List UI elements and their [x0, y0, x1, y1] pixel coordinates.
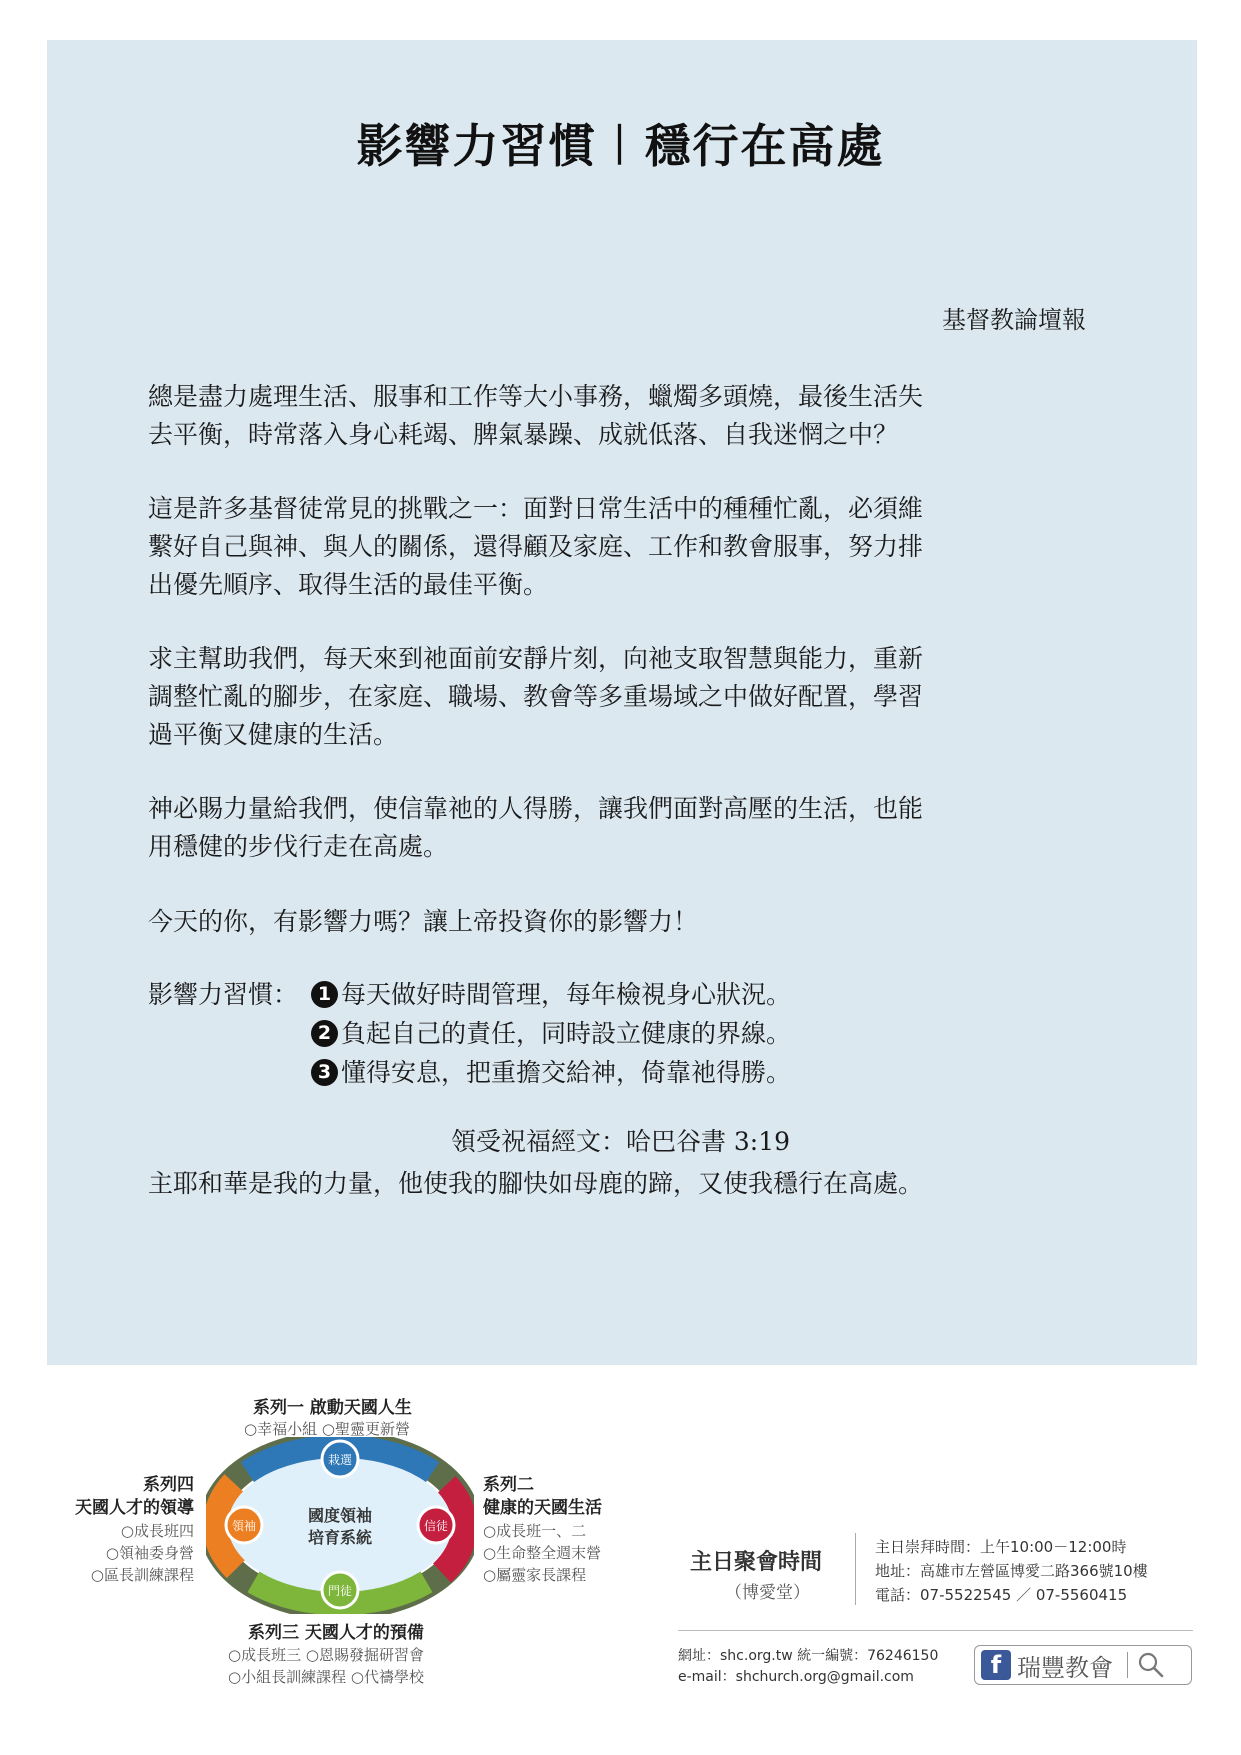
series-item: ○生命整全週末營	[483, 1544, 602, 1562]
series-item: ○成長班三 ○恩賜發掘研習會	[228, 1646, 424, 1664]
church-info	[875, 1535, 1148, 1607]
info-line: 主日崇拜時間：上午10:00－12:00時	[875, 1538, 1127, 1556]
paragraph-line: 調整忙亂的腳步，在家庭、職場、教會等多重場域之中做好配置，學習	[148, 682, 924, 711]
habits-label: 影響力習慣：	[148, 980, 299, 1009]
paragraph-line: 出優先順序、取得生活的最佳平衡。	[148, 570, 549, 599]
series-3-items	[228, 1644, 424, 1688]
series-item: ○領袖委身營	[105, 1544, 194, 1562]
facebook-search-box[interactable]	[974, 1645, 1192, 1685]
verse-reference: 領受祝福經文：哈巴谷書 3:19	[450, 1127, 791, 1156]
paragraph-line: 今天的你，有影響力嗎？讓上帝投資你的影響力！	[148, 907, 699, 936]
habits-list	[148, 975, 791, 1092]
number-badge: 1	[311, 981, 338, 1008]
node-label: 信徒	[423, 1519, 449, 1533]
paragraph-2	[148, 490, 1028, 604]
series-item: ○成長班一、二	[483, 1522, 587, 1540]
service-location: （博愛堂）	[725, 1583, 810, 1603]
habit-text: 每天做好時間管理，每年檢視身心狀況。	[341, 980, 792, 1009]
series-1-title: 系列一 啟動天國人生	[253, 1398, 412, 1418]
page-title: 影響力習慣︱穩行在高處	[356, 119, 885, 173]
paragraph-line: 總是盡力處理生活、服事和工作等大小事務，蠟燭多頭燒，最後生活失	[148, 382, 924, 411]
series-item: ○屬靈家長課程	[483, 1566, 587, 1584]
series-item: ○小組長訓練課程 ○代禱學校	[228, 1668, 424, 1686]
info-line: 電話：07-5522545 ／ 07-5560415	[875, 1586, 1128, 1604]
habit-item	[148, 975, 791, 1014]
paragraph-3	[148, 640, 1028, 754]
habit-text: 懂得安息，把重擔交給神，倚靠祂得勝。	[341, 1058, 792, 1087]
series-2-title-line2: 健康的天國生活	[483, 1498, 602, 1518]
series-3-title: 系列三 天國人才的預備	[248, 1623, 424, 1643]
node-label: 栽選	[327, 1453, 353, 1467]
divider	[678, 1630, 1193, 1631]
number-badge: 3	[311, 1059, 338, 1086]
center-label-line2: 培育系統	[307, 1528, 373, 1547]
paragraph-line: 過平衡又健康的生活。	[148, 720, 399, 749]
habit-text: 負起自己的責任，同時設立健康的界線。	[341, 1019, 792, 1048]
paragraph-4	[148, 790, 1028, 866]
paragraph-5	[148, 903, 1028, 941]
paragraph-line: 神必賜力量給我們，使信靠祂的人得勝，讓我們面對高壓的生活，也能	[148, 794, 924, 823]
node-label: 門徒	[327, 1584, 353, 1598]
paragraph-1	[148, 378, 1028, 454]
verse-text: 主耶和華是我的力量，他使我的腳快如母鹿的蹄，又使我穩行在高處。	[148, 1169, 924, 1198]
web-line: 網址：shc.org.tw 統一編號：76246150	[678, 1648, 939, 1664]
paragraph-line: 用穩健的步伐行走在高處。	[148, 832, 449, 861]
series-4-title-line2: 天國人才的領導	[75, 1498, 194, 1518]
divider	[1127, 1652, 1128, 1678]
center-label-line1: 國度領袖	[307, 1506, 373, 1525]
service-time-title: 主日聚會時間	[690, 1550, 823, 1575]
node-label: 領袖	[231, 1519, 257, 1533]
paragraph-line: 去平衡，時常落入身心耗竭、脾氣暴躁、成就低落、自我迷惘之中？	[148, 420, 899, 449]
number-badge: 2	[311, 1020, 338, 1047]
facebook-icon: f	[981, 1650, 1011, 1680]
paragraph-line: 求主幫助我們，每天來到祂面前安靜片刻，向祂支取智慧與能力，重新	[148, 644, 924, 673]
divider	[855, 1533, 856, 1605]
series-4-title-line1: 系列四	[143, 1475, 194, 1495]
series-2-items	[483, 1520, 601, 1586]
cycle-ring-graphic	[206, 1437, 474, 1614]
series-item: ○區長訓練課程	[90, 1566, 194, 1584]
email-line: e-mail：shchurch.org@gmail.com	[678, 1669, 914, 1685]
paragraph-line: 繫好自己與神、與人的關係，還得顧及家庭、工作和教會服事，努力排	[148, 532, 924, 561]
source-credit: 基督教論壇報	[942, 306, 1086, 334]
habit-item	[148, 1053, 791, 1092]
info-line: 地址：高雄市左營區博愛二路366號10樓	[875, 1562, 1148, 1580]
series-4-items	[40, 1520, 194, 1586]
search-icon[interactable]	[1136, 1650, 1166, 1680]
facebook-page-name: 瑞豐教會	[1017, 1653, 1113, 1682]
series-item: ○成長班四	[120, 1522, 194, 1540]
web-info	[678, 1646, 938, 1688]
series-1-items: ○幸福小組 ○聖靈更新營	[244, 1420, 410, 1438]
habit-item	[148, 1014, 791, 1053]
series-2-title-line1: 系列二	[483, 1475, 534, 1495]
paragraph-line: 這是許多基督徒常見的挑戰之一：面對日常生活中的種種忙亂，必須維	[148, 494, 924, 523]
